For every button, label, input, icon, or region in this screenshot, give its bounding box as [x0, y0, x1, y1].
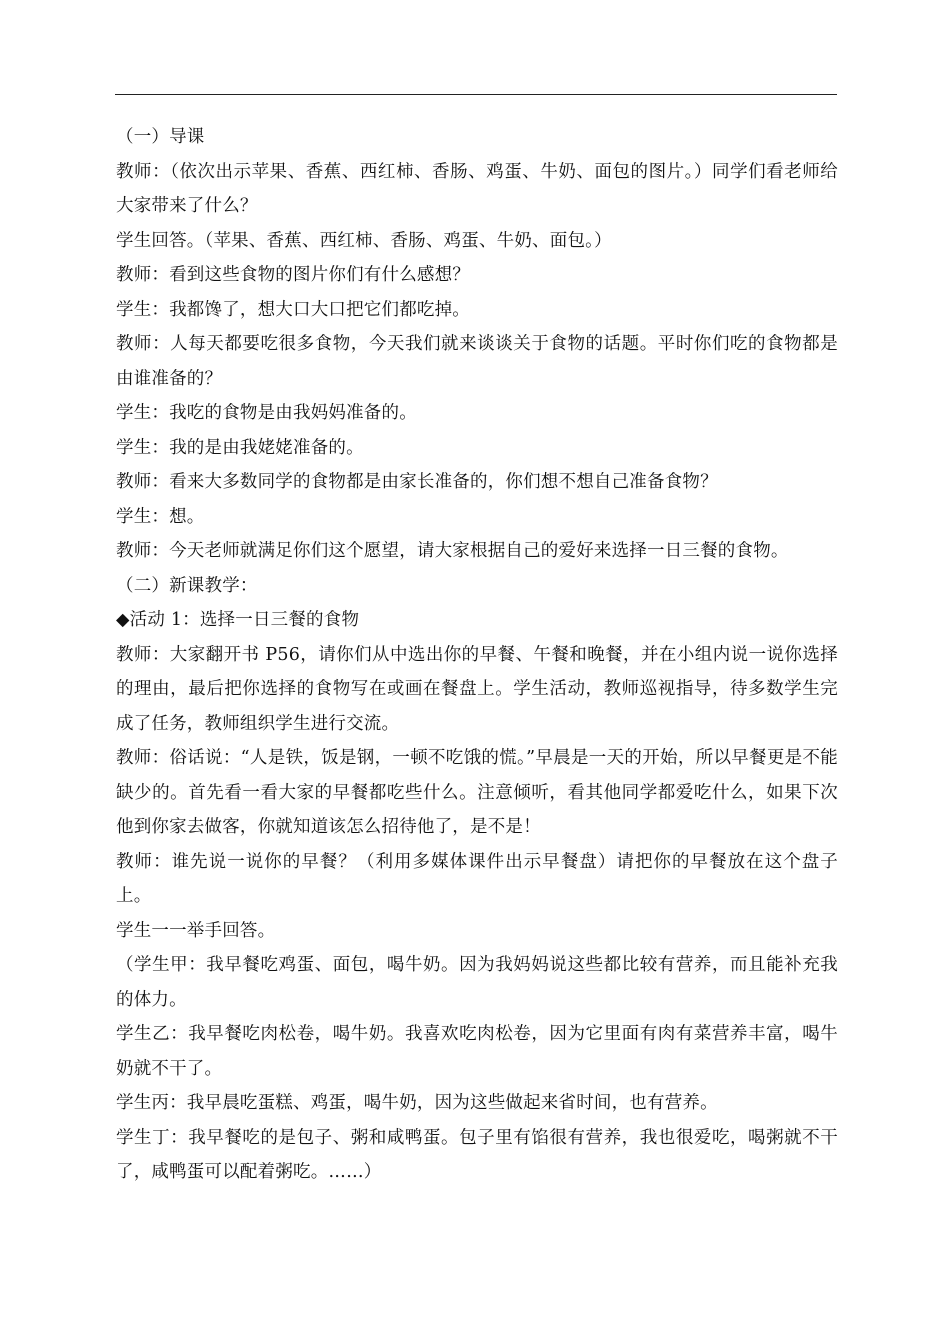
- document-body: [116, 120, 838, 1190]
- section-heading-intro: （一）导课: [116, 127, 205, 147]
- student-answer: （学生甲：我早餐吃鸡蛋、面包，喝牛奶。因为我妈妈说这些都比较有营养，而且能补充我的体力。: [116, 955, 838, 1010]
- student-answer: 学生丙：我早晨吃蛋糕、鸡蛋，喝牛奶，因为这些做起来省时间，也有营养。: [116, 1093, 718, 1113]
- student-answer: 学生乙：我早餐吃肉松卷，喝牛奶。我喜欢吃肉松卷，因为它里面有肉有菜营养丰富，喝牛奶就不干了。: [116, 1024, 838, 1079]
- student-line: 学生：想。: [116, 506, 205, 527]
- activity-heading: ◆活动 1：选择一日三餐的食物: [116, 610, 360, 630]
- student-line: 学生：我都馋了，想大口大口把它们都吃掉。: [116, 299, 470, 320]
- student-line: 学生一一举手回答。: [116, 920, 276, 941]
- teacher-line: 教师：（依次出示苹果、香蕉、西红柿、香肠、鸡蛋、牛奶、面包的图片。）同学们看老师给大家带来了什么？: [116, 161, 838, 216]
- teacher-line: 教师：俗话说：“人是铁，饭是钢，一顿不吃饿的慌。”早晨是一天的开始，所以早餐更是不能缺少的。首先看一看大家的早餐都吃些什么。注意倾听，看其他同学都爱吃什么，如果下次他到你家去做客，你就知道该怎么招待他了，是不是！: [116, 748, 838, 837]
- student-line: 学生：我吃的食物是由我妈妈准备的。: [116, 403, 417, 423]
- teacher-line: 教师：今天老师就满足你们这个愿望，请大家根据自己的爱好来选择一日三餐的食物。: [116, 541, 789, 561]
- teacher-line: 教师：看来大多数同学的食物都是由家长准备的，你们想不想自己准备食物？: [116, 472, 718, 492]
- student-line: 学生：我的是由我姥姥准备的。: [116, 437, 364, 458]
- student-line: 学生回答。（苹果、香蕉、西红柿、香肠、鸡蛋、牛奶、面包。）: [116, 230, 612, 251]
- teacher-line: 教师：谁先说一说你的早餐？（利用多媒体课件出示早餐盘）请把你的早餐放在这个盘子上。: [116, 851, 838, 906]
- student-answer: 学生丁：我早餐吃的是包子、粥和咸鸭蛋。包子里有馅很有营养，我也很爱吃，喝粥就不干了，咸鸭蛋可以配着粥吃。……）: [116, 1127, 838, 1182]
- teacher-line: 教师：大家翻开书 P56，请你们从中选出你的早餐、午餐和晚餐，并在小组内说一说你选择的理由，最后把你选择的食物写在或画在餐盘上。学生活动，教师巡视指导，待多数学生完成了任务，教师组织学生进行交流。: [116, 644, 838, 734]
- section-heading-new-lesson: （二）新课教学：: [116, 575, 258, 596]
- header-rule: [115, 94, 837, 95]
- teacher-line: 教师：看到这些食物的图片你们有什么感想？: [116, 265, 470, 285]
- teacher-line: 教师：人每天都要吃很多食物，今天我们就来谈谈关于食物的话题。平时你们吃的食物都是由谁准备的？: [116, 334, 838, 389]
